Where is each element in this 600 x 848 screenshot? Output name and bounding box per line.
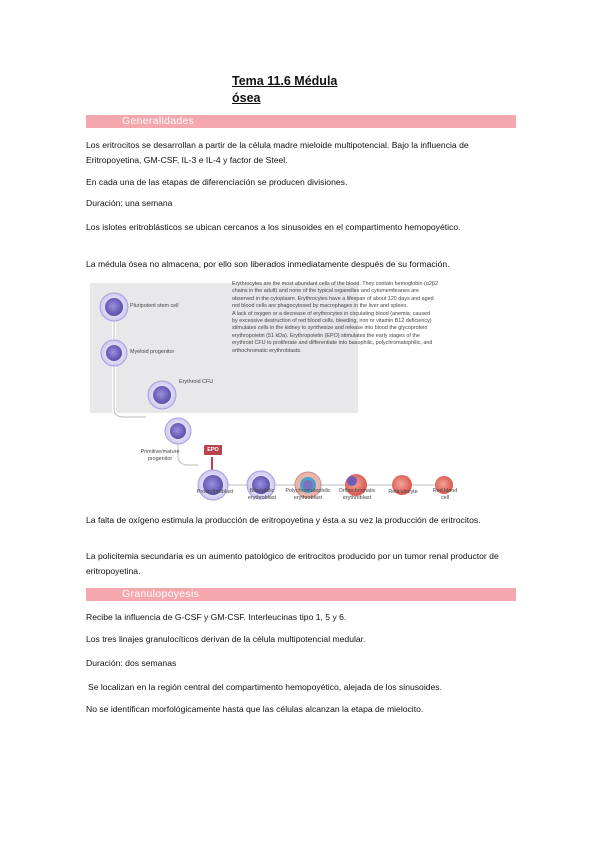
figure-text-line: red blood cells are phagocytosed by macrophages in the liver and spleen. [232, 303, 408, 310]
paragraph: Duración: dos semanas [86, 658, 177, 668]
paragraph: No se identifican morfológicamente hasta que las células alcanzan la etapa de mielocito. [86, 704, 424, 714]
title-line-1: Tema 11.6 Médula [232, 74, 338, 88]
basophilic-label: Basophilic erythroblast [247, 488, 277, 501]
paragraph: Recibe la influencia de G-CSF y GM-CSF. Interleucinas tipo 1, 5 y 6. [86, 612, 347, 622]
erythroid-cfu-label: Erythroid CFU [179, 379, 214, 385]
figure-text-line: A lack of oxygen or a decrease of erythrocytes in circulating blood (anemia; caused [232, 310, 431, 317]
polychromatophilic-label: Polychromatophilic erythroblast [285, 488, 331, 501]
figure-text-line: erythropoietin (51 kDa). Erythropoietin (EPO) stimulates the early stages of the [232, 332, 420, 339]
paragraph: En cada una de las etapas de diferenciación se producen divisiones. [86, 177, 348, 187]
lineage-connector [114, 321, 146, 417]
paragraph: La policitemia secundaria es un aumento patológico de eritrocitos producido por un tumor renal productor de eritropoyetina. [86, 551, 499, 576]
erythropoiesis-figure [86, 279, 506, 504]
paragraph: Los eritrocitos se desarrollan a partir de la célula madre mieloide multipotencial. Bajo la influencia de Eritropoyetina, GM-CSF, IL-3 e IL-4 y factor de Steel. [86, 140, 469, 165]
proerythroblast-label: Proerythroblast [196, 489, 234, 495]
paragraph: Los islotes eritroblásticos se ubican cercanos a los sinusoides en el compartimento hemopoyético. [86, 222, 461, 232]
page-title [232, 73, 337, 107]
rbc-label: Red blood cell [432, 488, 458, 501]
figure-text-line: chains in the adult) and none of the typical organelles and cytomembranes are [232, 288, 419, 295]
section-title: Granulopoyesis [122, 588, 200, 600]
paragraph: Duración: una semana [86, 198, 173, 208]
orthochromatic-label: Orthochromatic erythroblast [338, 488, 376, 501]
figure-text-line: observed in the cytoplasm. Erythrocytes have a lifespan of about 120 days and aged [232, 295, 434, 302]
figure-text-line: orthochromatic erythroblasts. [232, 347, 302, 354]
reticulocyte-label: Reticulocyte [388, 489, 418, 495]
progenitor-label: Primitive/mature progenitor [140, 449, 180, 462]
figure-text-line: by excessive destruction of red blood cells, bleeding, iron or vitamin B12 deficiency) [232, 318, 432, 325]
title-line-2: ósea [232, 91, 261, 105]
section-header-generalidades [86, 115, 516, 128]
epo-label: EPO [207, 447, 219, 453]
figure-text-line: stimulates cells in the kidney to synthesize and release into blood the glycoprotein [232, 325, 428, 332]
paragraph: Se localizan en la región central del compartimento hemopoyético, alejada de los sinusoides. [88, 682, 442, 692]
figure-text-line: erythroid CFU to proliferate and differentiate into basophilic, polychromatophilic, and [232, 340, 433, 347]
pluripotent-label: Pluripotent stem cell [130, 303, 179, 309]
paragraph: La médula ósea no almacena, por ello son liberados inmediatamente después de su formación. [86, 259, 450, 269]
paragraph: Los tres linajes granulocíticos derivan de la célula multipotencial medular. [86, 634, 366, 644]
figure-text-line: Erythrocytes are the most abundant cells of the blood. They contain hemoglobin (α2β2 [232, 281, 438, 287]
section-title: Generalidades [122, 115, 195, 127]
figure-description [232, 281, 502, 355]
myeloid-label: Myeloid progenitor [130, 349, 175, 355]
section-header-granulopoyesis [86, 588, 516, 601]
paragraph: La falta de oxígeno estimula la producción de eritropoyetina y ésta a su vez la producción de eritrocitos. [86, 515, 481, 525]
